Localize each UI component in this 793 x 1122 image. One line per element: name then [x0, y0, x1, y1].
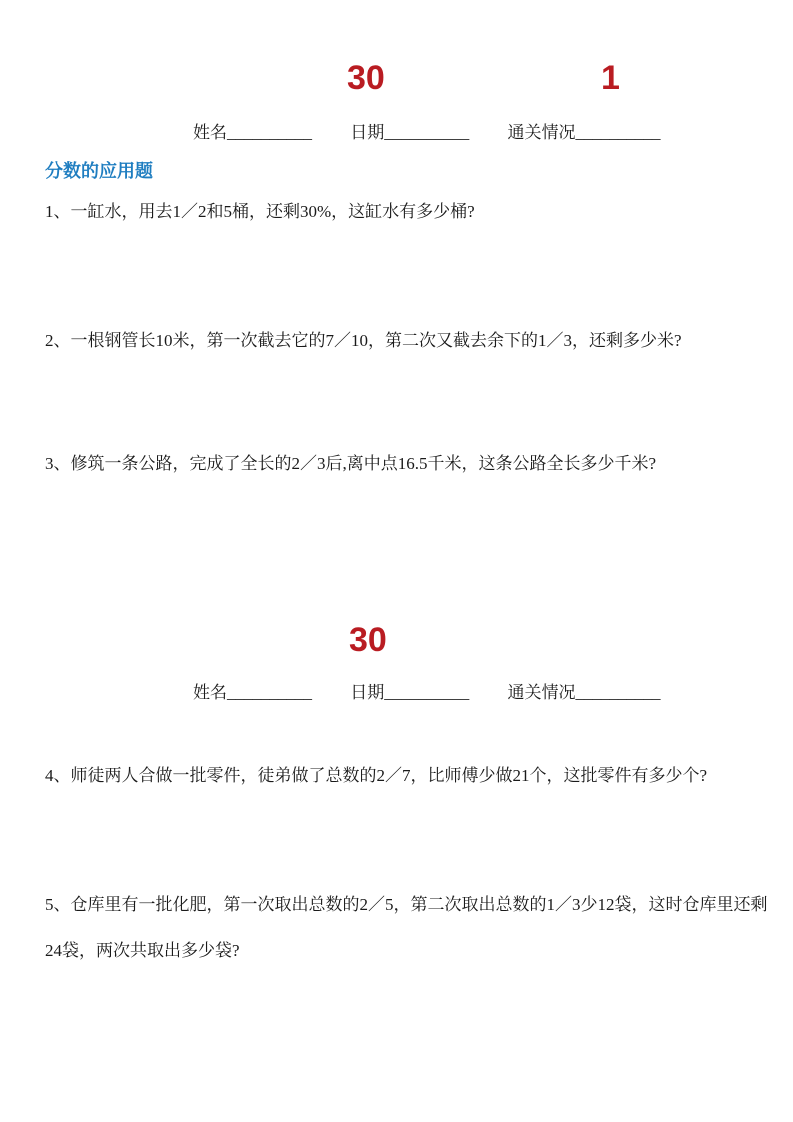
date-blank-line: __________ [384, 123, 470, 142]
worksheet-number: 30 [347, 59, 385, 97]
page-number: 1 [601, 59, 620, 97]
date-label: 日期 [350, 683, 385, 702]
problem-2: 2、一根钢管长10米，第一次截去它的7／10，第二次又截去余下的1／3，还剩多少米? [45, 331, 682, 350]
name-label: 姓名 [193, 683, 227, 702]
problem-3: 3、修筑一条公路，完成了全长的2／3后,离中点16.5千米，这条公路全长多少千米? [45, 454, 657, 473]
date-blank-line: __________ [384, 683, 470, 702]
header-fields-line-1 [193, 120, 661, 146]
pass-status-field [508, 123, 661, 142]
problem-5: 5、仓库里有一批化肥，第一次取出总数的2／5，第二次取出总数的1／3少12袋，这时仓库里还剩24袋，两次共取出多少袋? [45, 895, 768, 960]
section-title: 分数的应用题 [45, 161, 153, 181]
date-field [350, 683, 473, 702]
pass-status-label: 通关情况 [507, 123, 576, 142]
problem-4: 4、师徒两人合做一批零件，徒弟做了总数的2／7，比师傅少做21个，这批零件有多少个? [45, 766, 708, 785]
name-label: 姓名 [193, 123, 227, 142]
worksheet-number-2: 30 [349, 621, 387, 659]
name-blank-line: __________ [227, 683, 312, 702]
header-fields-line-2 [193, 680, 661, 706]
pass-status-field [508, 683, 661, 702]
problem-1: 1、一缸水，用去1／2和5桶，还剩30%，这缸水有多少桶? [45, 202, 475, 221]
name-blank-line: __________ [227, 123, 312, 142]
date-field [350, 123, 473, 142]
date-label: 日期 [350, 123, 385, 142]
pass-status-label: 通关情况 [507, 683, 576, 702]
pass-status-blank-line: __________ [575, 683, 661, 702]
pass-status-blank-line: __________ [575, 123, 661, 142]
name-field [193, 123, 316, 142]
name-field [193, 683, 316, 702]
